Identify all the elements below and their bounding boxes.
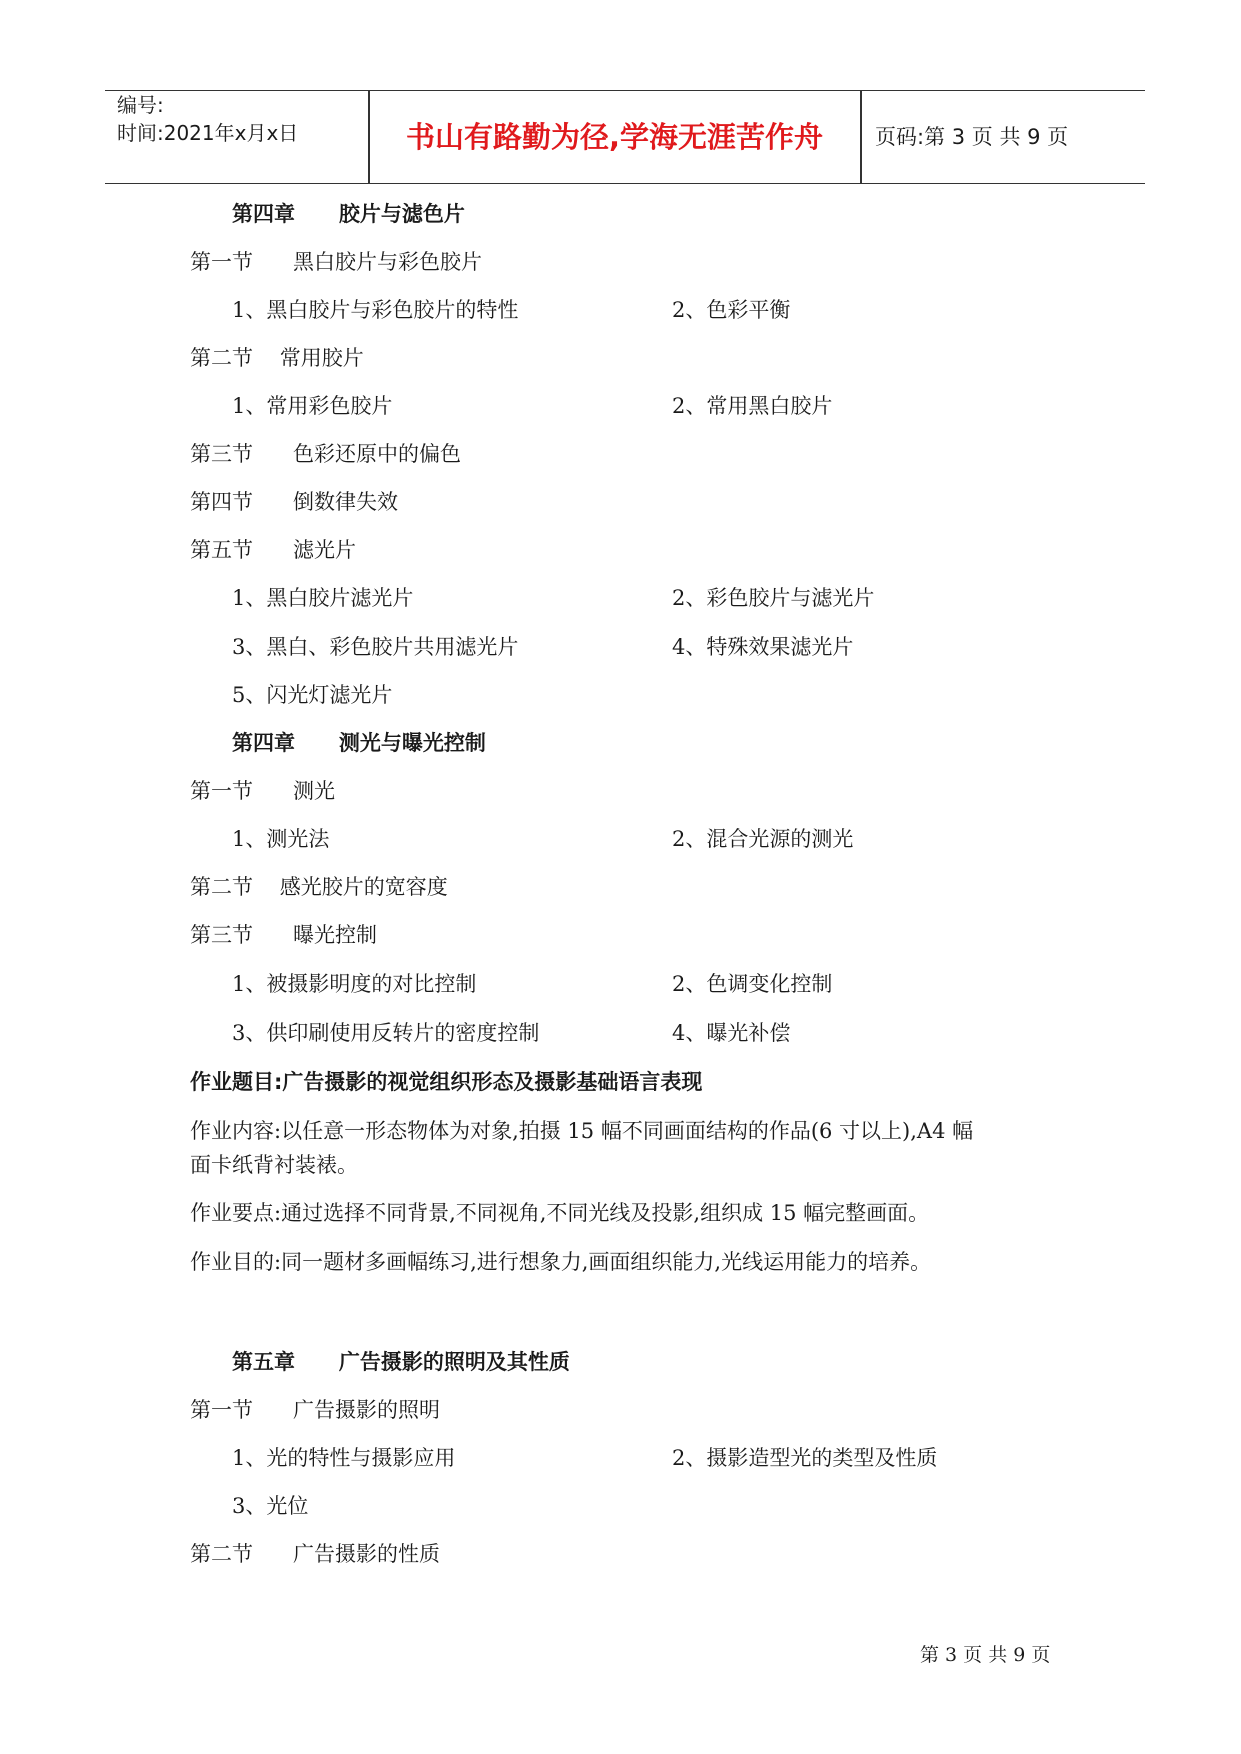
text-line: 1、常用彩色胶片 xyxy=(232,394,393,418)
text-line: 1、测光法 xyxy=(232,827,330,851)
page-header xyxy=(105,90,1145,184)
text-line: 1、黑白胶片与彩色胶片的特性 xyxy=(232,298,519,322)
section-heading: 第五章 广告摄影的照明及其性质 xyxy=(232,1350,570,1374)
text-line: 作业内容:以任意一形态物体为对象,拍摄 15 幅不同画面结构的作品(6 寸以上),A4 幅 xyxy=(190,1119,974,1143)
header-meta xyxy=(117,91,367,183)
section-heading: 作业题目:广告摄影的视觉组织形态及摄影基础语言表现 xyxy=(190,1070,703,1094)
text-line: 2、混合光源的测光 xyxy=(672,827,854,851)
section-heading: 第四章 胶片与滤色片 xyxy=(232,202,465,226)
text-line: 3、供印刷使用反转片的密度控制 xyxy=(232,1021,540,1045)
text-line: 3、光位 xyxy=(232,1494,309,1518)
text-line: 2、彩色胶片与滤光片 xyxy=(672,586,875,610)
text-line: 4、曝光补偿 xyxy=(672,1021,791,1045)
text-line: 面卡纸背衬装裱。 xyxy=(190,1153,358,1177)
text-line: 作业要点:通过选择不同背景,不同视角,不同光线及投影,组织成 15 幅完整画面。 xyxy=(190,1201,930,1225)
header-page-label: 页码:第 3 页 共 9 页 xyxy=(875,125,1069,149)
text-line: 5、闪光灯滤光片 xyxy=(232,683,393,707)
text-line: 作业目的:同一题材多画幅练习,进行想象力,画面组织能力,光线运用能力的培养。 xyxy=(190,1250,932,1274)
text-line: 第二节 广告摄影的性质 xyxy=(190,1542,441,1566)
text-line: 2、色调变化控制 xyxy=(672,972,833,996)
text-line: 1、黑白胶片滤光片 xyxy=(232,586,414,610)
header-divider xyxy=(860,91,862,183)
number-label: 编号: xyxy=(117,93,164,117)
time-label: 时间:2021年x月x日 xyxy=(117,121,299,145)
text-line: 2、色彩平衡 xyxy=(672,298,791,322)
text-line: 1、被摄影明度的对比控制 xyxy=(232,972,477,996)
text-line: 第二节 常用胶片 xyxy=(190,346,364,370)
header-motto: 书山有路勤为径,学海无涯苦作舟 xyxy=(405,120,824,154)
text-line: 4、特殊效果滤光片 xyxy=(672,635,854,659)
text-line: 1、光的特性与摄影应用 xyxy=(232,1446,456,1470)
page-footer: 第 3 页 共 9 页 xyxy=(920,1644,1051,1666)
text-line: 第四节 倒数律失效 xyxy=(190,490,399,514)
text-line: 第一节 黑白胶片与彩色胶片 xyxy=(190,250,483,274)
text-line: 第一节 广告摄影的照明 xyxy=(190,1398,441,1422)
text-line: 第三节 色彩还原中的偏色 xyxy=(190,442,462,466)
text-line: 3、黑白、彩色胶片共用滤光片 xyxy=(232,635,519,659)
text-line: 第五节 滤光片 xyxy=(190,538,357,562)
section-heading: 第四章 测光与曝光控制 xyxy=(232,731,486,755)
text-line: 第三节 曝光控制 xyxy=(190,923,378,947)
text-line: 2、摄影造型光的类型及性质 xyxy=(672,1446,938,1470)
text-line: 2、常用黑白胶片 xyxy=(672,394,833,418)
text-line: 第二节 感光胶片的宽容度 xyxy=(190,875,448,899)
text-line: 第一节 测光 xyxy=(190,779,336,803)
